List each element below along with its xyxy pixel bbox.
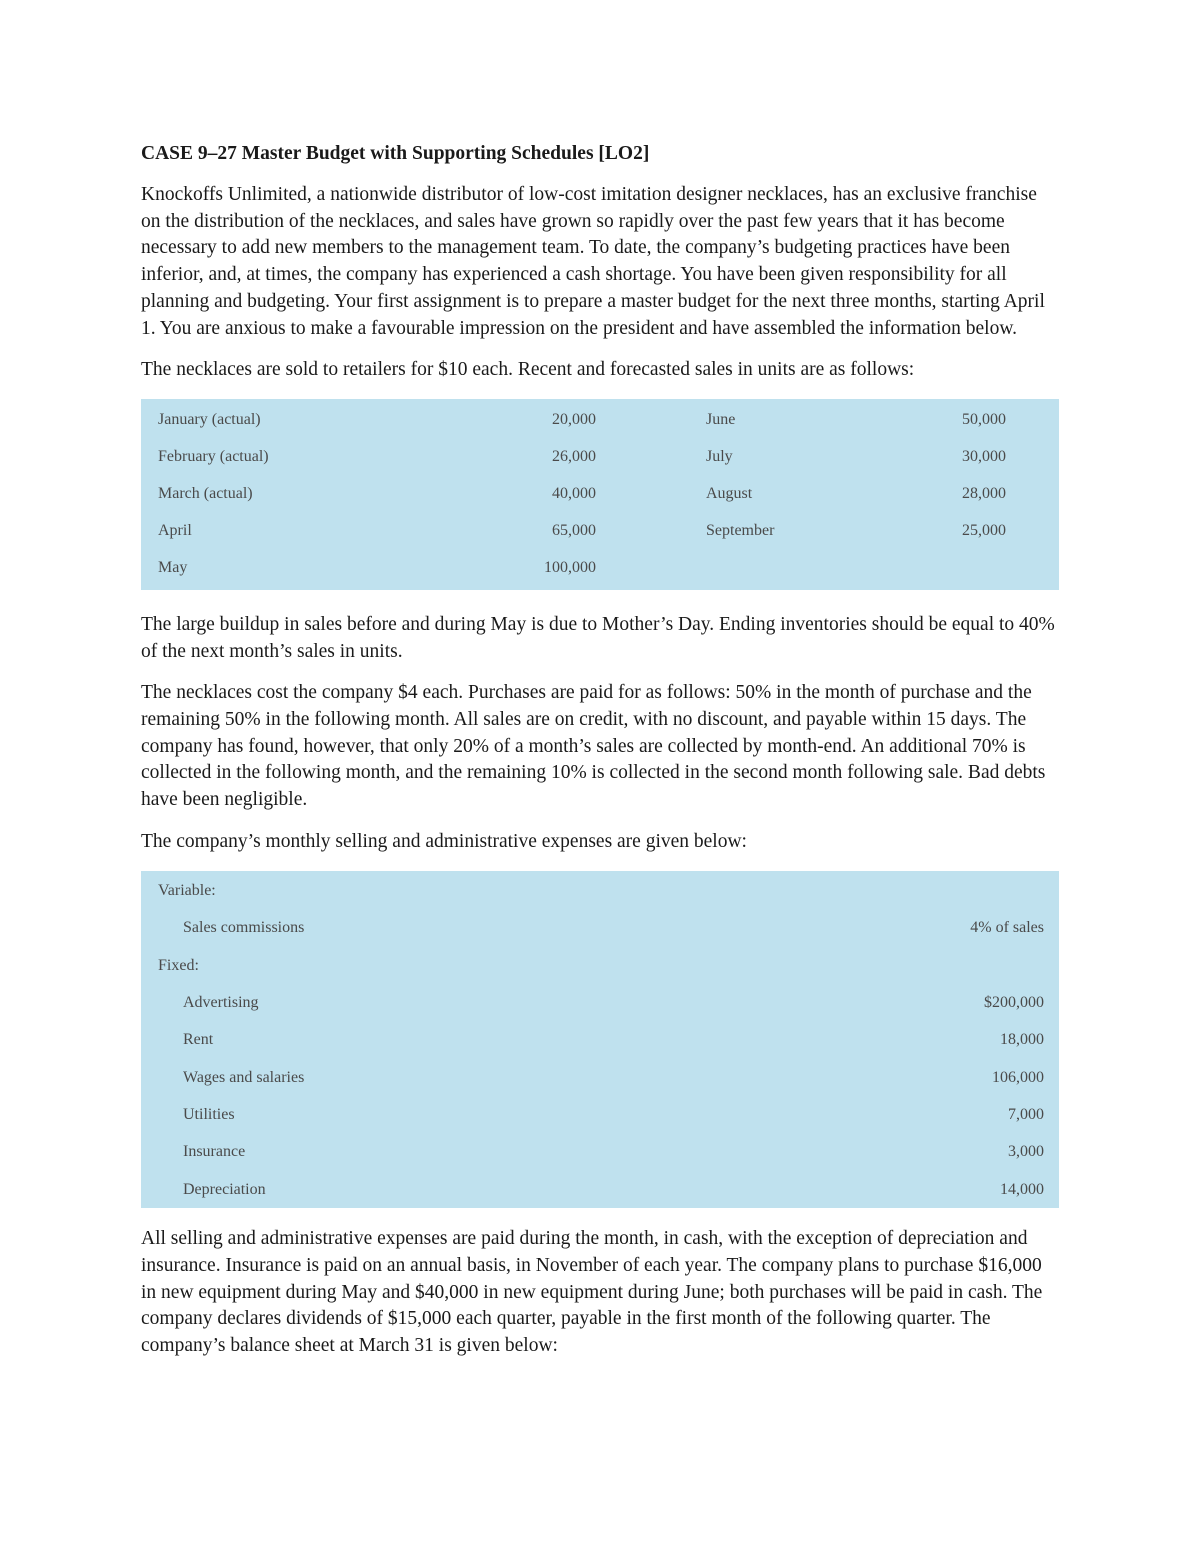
expense-label: Depreciation (183, 1180, 266, 1198)
expense-label: Insurance (183, 1143, 246, 1161)
table-row (141, 1134, 1059, 1171)
units-cell: 65,000 (552, 522, 596, 540)
expense-label: Utilities (183, 1105, 235, 1123)
variable-heading: Variable: (158, 882, 216, 900)
units-cell: 50,000 (962, 411, 1006, 429)
expense-value: 3,000 (1008, 1143, 1044, 1161)
expense-label: Sales commissions (183, 919, 305, 937)
table-row (141, 1171, 1059, 1208)
month-cell: April (158, 522, 192, 540)
table-row (141, 1059, 1059, 1096)
units-cell: 26,000 (552, 448, 596, 466)
expense-value: 4% of sales (970, 919, 1044, 937)
units-cell: 28,000 (962, 485, 1006, 503)
units-cell: 40,000 (552, 485, 596, 503)
table-row (141, 947, 1059, 984)
costs-paragraph: The necklaces cost the company $4 each. Purchases are paid for as follows: 50% in the month of purchase and the remaining 50% in the following month. All sales are on credit, with no discount, and payable within 15 days. The company has found, however, that only 20% of a month’s sales are collected by month-end. An additional 70% is collected in the following month, and the remaining 10% is collected in the second month following sale. Bad debts have been negligible. (141, 682, 1046, 811)
month-cell: July (706, 448, 733, 466)
expense-value: 106,000 (992, 1068, 1044, 1086)
table-row (141, 910, 1059, 947)
month-cell: January (actual) (158, 411, 261, 429)
fixed-heading: Fixed: (158, 956, 199, 974)
units-cell: 30,000 (962, 448, 1006, 466)
expense-label: Wages and salaries (183, 1068, 305, 1086)
expense-label: Rent (183, 1031, 214, 1049)
units-cell: 20,000 (552, 411, 596, 429)
expense-value: 14,000 (1000, 1180, 1044, 1198)
month-cell: March (actual) (158, 485, 253, 503)
units-cell: 25,000 (962, 522, 1006, 540)
intro-paragraph: Knockoffs Unlimited, a nationwide distributor of low-cost imitation designer necklaces, has an exclusive franchise on the distribution of the necklaces, and sales have grown so rapidly over the past few years that it has become necessary to add new members to the management team. To date, the company’s budgeting practices have been inferior, and, at times, the company has experienced a cash shortage. You have been given responsibility for all planning and budgeting. Your first assignment is to prepare a master budget for the next three months, starting April 1. You are anxious to make a favourable impression on the president and have assembled the information below. (141, 184, 1045, 339)
month-cell: June (706, 411, 736, 429)
table-row (141, 476, 1059, 513)
sales-lead-paragraph: The necklaces are sold to retailers for $10 each. Recent and forecasted sales in units are as follows: (141, 359, 915, 381)
expense-label: Advertising (183, 994, 259, 1012)
case-title: CASE 9–27 Master Budget with Supporting Schedules [LO2] (141, 143, 650, 164)
month-cell: May (158, 559, 188, 577)
sales-table (141, 399, 1059, 590)
month-cell: February (actual) (158, 448, 269, 466)
expense-value: $200,000 (984, 994, 1044, 1012)
table-row (141, 550, 1059, 587)
expense-value: 7,000 (1008, 1105, 1044, 1123)
expense-table (141, 871, 1059, 1209)
table-row (141, 873, 1059, 910)
month-cell: September (706, 522, 775, 540)
inventory-paragraph: The large buildup in sales before and during May is due to Mother’s Day. Ending inventories should be equal to 40% of the next month’s sales in units. (141, 613, 1055, 662)
table-row (141, 984, 1059, 1021)
table-row (141, 1022, 1059, 1059)
table-row (141, 439, 1059, 476)
expenses-lead-paragraph: The company’s monthly selling and administrative expenses are given below: (141, 830, 747, 852)
expense-value: 18,000 (1000, 1031, 1044, 1049)
table-row (141, 513, 1059, 550)
units-cell: 100,000 (544, 559, 596, 577)
document-page (141, 140, 1059, 1375)
table-row (141, 402, 1059, 439)
closing-paragraph: All selling and administrative expenses are paid during the month, in cash, with the exception of depreciation and insurance. Insurance is paid on an annual basis, in November of each year. The company plans to purchase $16,000 in new equipment during May and $40,000 in new equipment during June; both purchases will be paid in cash. The company declares dividends of $15,000 each quarter, payable in the first month of the following quarter. The company’s balance sheet at March 31 is given below: (141, 1228, 1043, 1357)
month-cell: August (706, 485, 753, 503)
table-row (141, 1096, 1059, 1133)
